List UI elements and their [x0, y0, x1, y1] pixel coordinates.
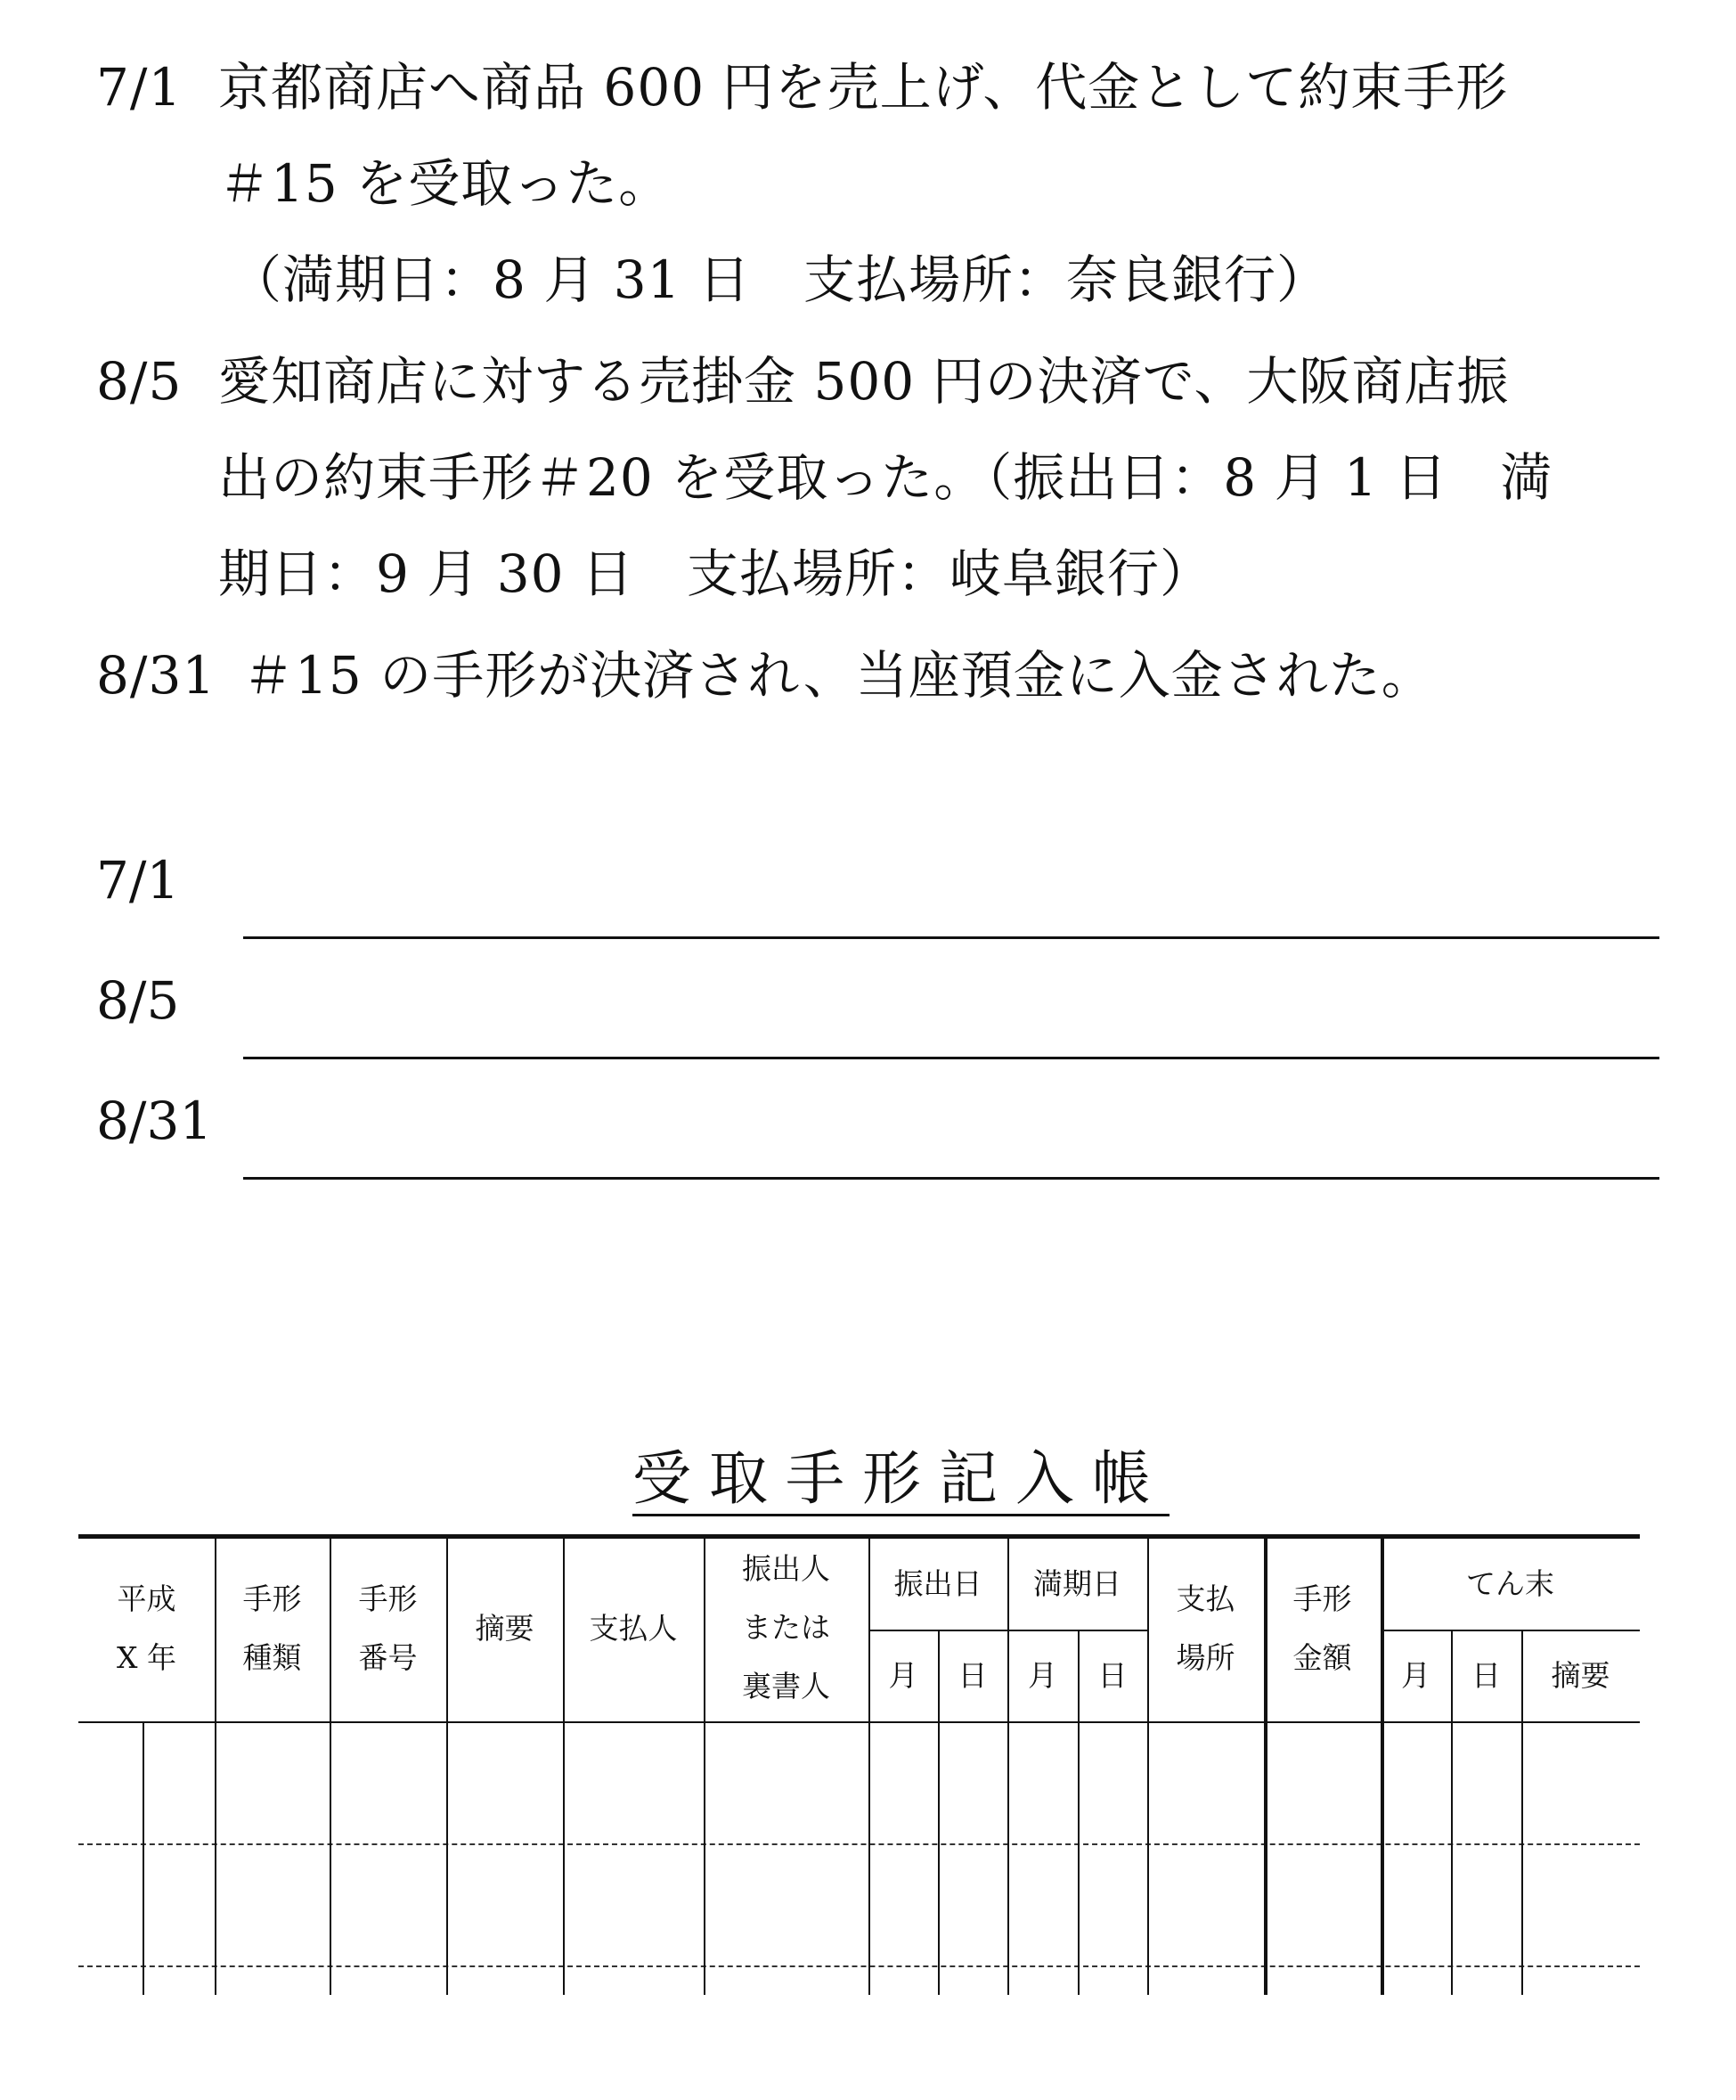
transaction-text: 愛知商店に対する売掛金 500 円の決済で、大阪商店振 [218, 351, 1510, 412]
header-due-date: 満期日 [1033, 1566, 1121, 1601]
disposition-subheader-divider [1382, 1630, 1640, 1631]
header-note-number: 手形 番号 [358, 1581, 418, 1675]
transaction-text: 出の約束手形＃20 を受取った。（振出日：8 月 1 日 満 [218, 447, 1553, 508]
header-drawer-endorser: 振出人 または 裏書人 [742, 1551, 830, 1704]
header-payer: 支払人 [589, 1611, 678, 1646]
header-bottom-border [78, 1721, 1640, 1723]
header-disposition: てん末 [1466, 1566, 1554, 1601]
transaction-date: 8/31 [96, 645, 216, 706]
header-summary: 摘要 [475, 1611, 534, 1646]
answer-line[interactable] [243, 1057, 1659, 1059]
ledger-title: 受取手形記入帳 [632, 1444, 1169, 1513]
header-month: 月 [888, 1658, 918, 1693]
ledger-top-border [78, 1534, 1640, 1539]
answer-date-label: 8/31 [96, 1091, 213, 1151]
row-divider [78, 1843, 1640, 1845]
year-month-divider [143, 1721, 144, 1995]
header-disposition-summary: 摘要 [1551, 1658, 1610, 1693]
row-divider [78, 1965, 1640, 1967]
transaction-text: 期日：9 月 30 日 支払場所：岐阜銀行） [218, 543, 1213, 604]
header-month: 月 [1401, 1658, 1430, 1693]
transaction-text: 京都商店へ商品 600 円を売上げ、代金として約束手形 [218, 57, 1509, 118]
header-note-amount: 手形 金額 [1292, 1581, 1352, 1675]
answer-line[interactable] [243, 1177, 1659, 1180]
header-day: 日 [958, 1658, 988, 1693]
header-month: 月 [1028, 1658, 1057, 1693]
transaction-text: ＃15 の手形が決済され、当座預金に入金された。 [242, 645, 1434, 706]
answer-date-label: 8/5 [96, 970, 180, 1031]
transaction-date: 8/5 [96, 351, 183, 412]
answer-date-label: 7/1 [96, 850, 180, 911]
header-payment-place: 支払 場所 [1176, 1581, 1235, 1675]
header-day: 日 [1471, 1658, 1501, 1693]
transaction-text: ＃15 を受取った。 [218, 153, 672, 214]
header-year: 平成 X 年 [117, 1581, 176, 1675]
header-note-type: 手形 種類 [242, 1581, 302, 1675]
answer-line[interactable] [243, 936, 1659, 939]
transaction-text: （満期日：8 月 31 日 支払場所：奈良銀行） [230, 249, 1330, 310]
ledger-title-underline [632, 1514, 1170, 1516]
header-issue-date: 振出日 [893, 1566, 982, 1601]
header-day: 日 [1097, 1658, 1128, 1693]
transaction-date: 7/1 [96, 57, 183, 118]
